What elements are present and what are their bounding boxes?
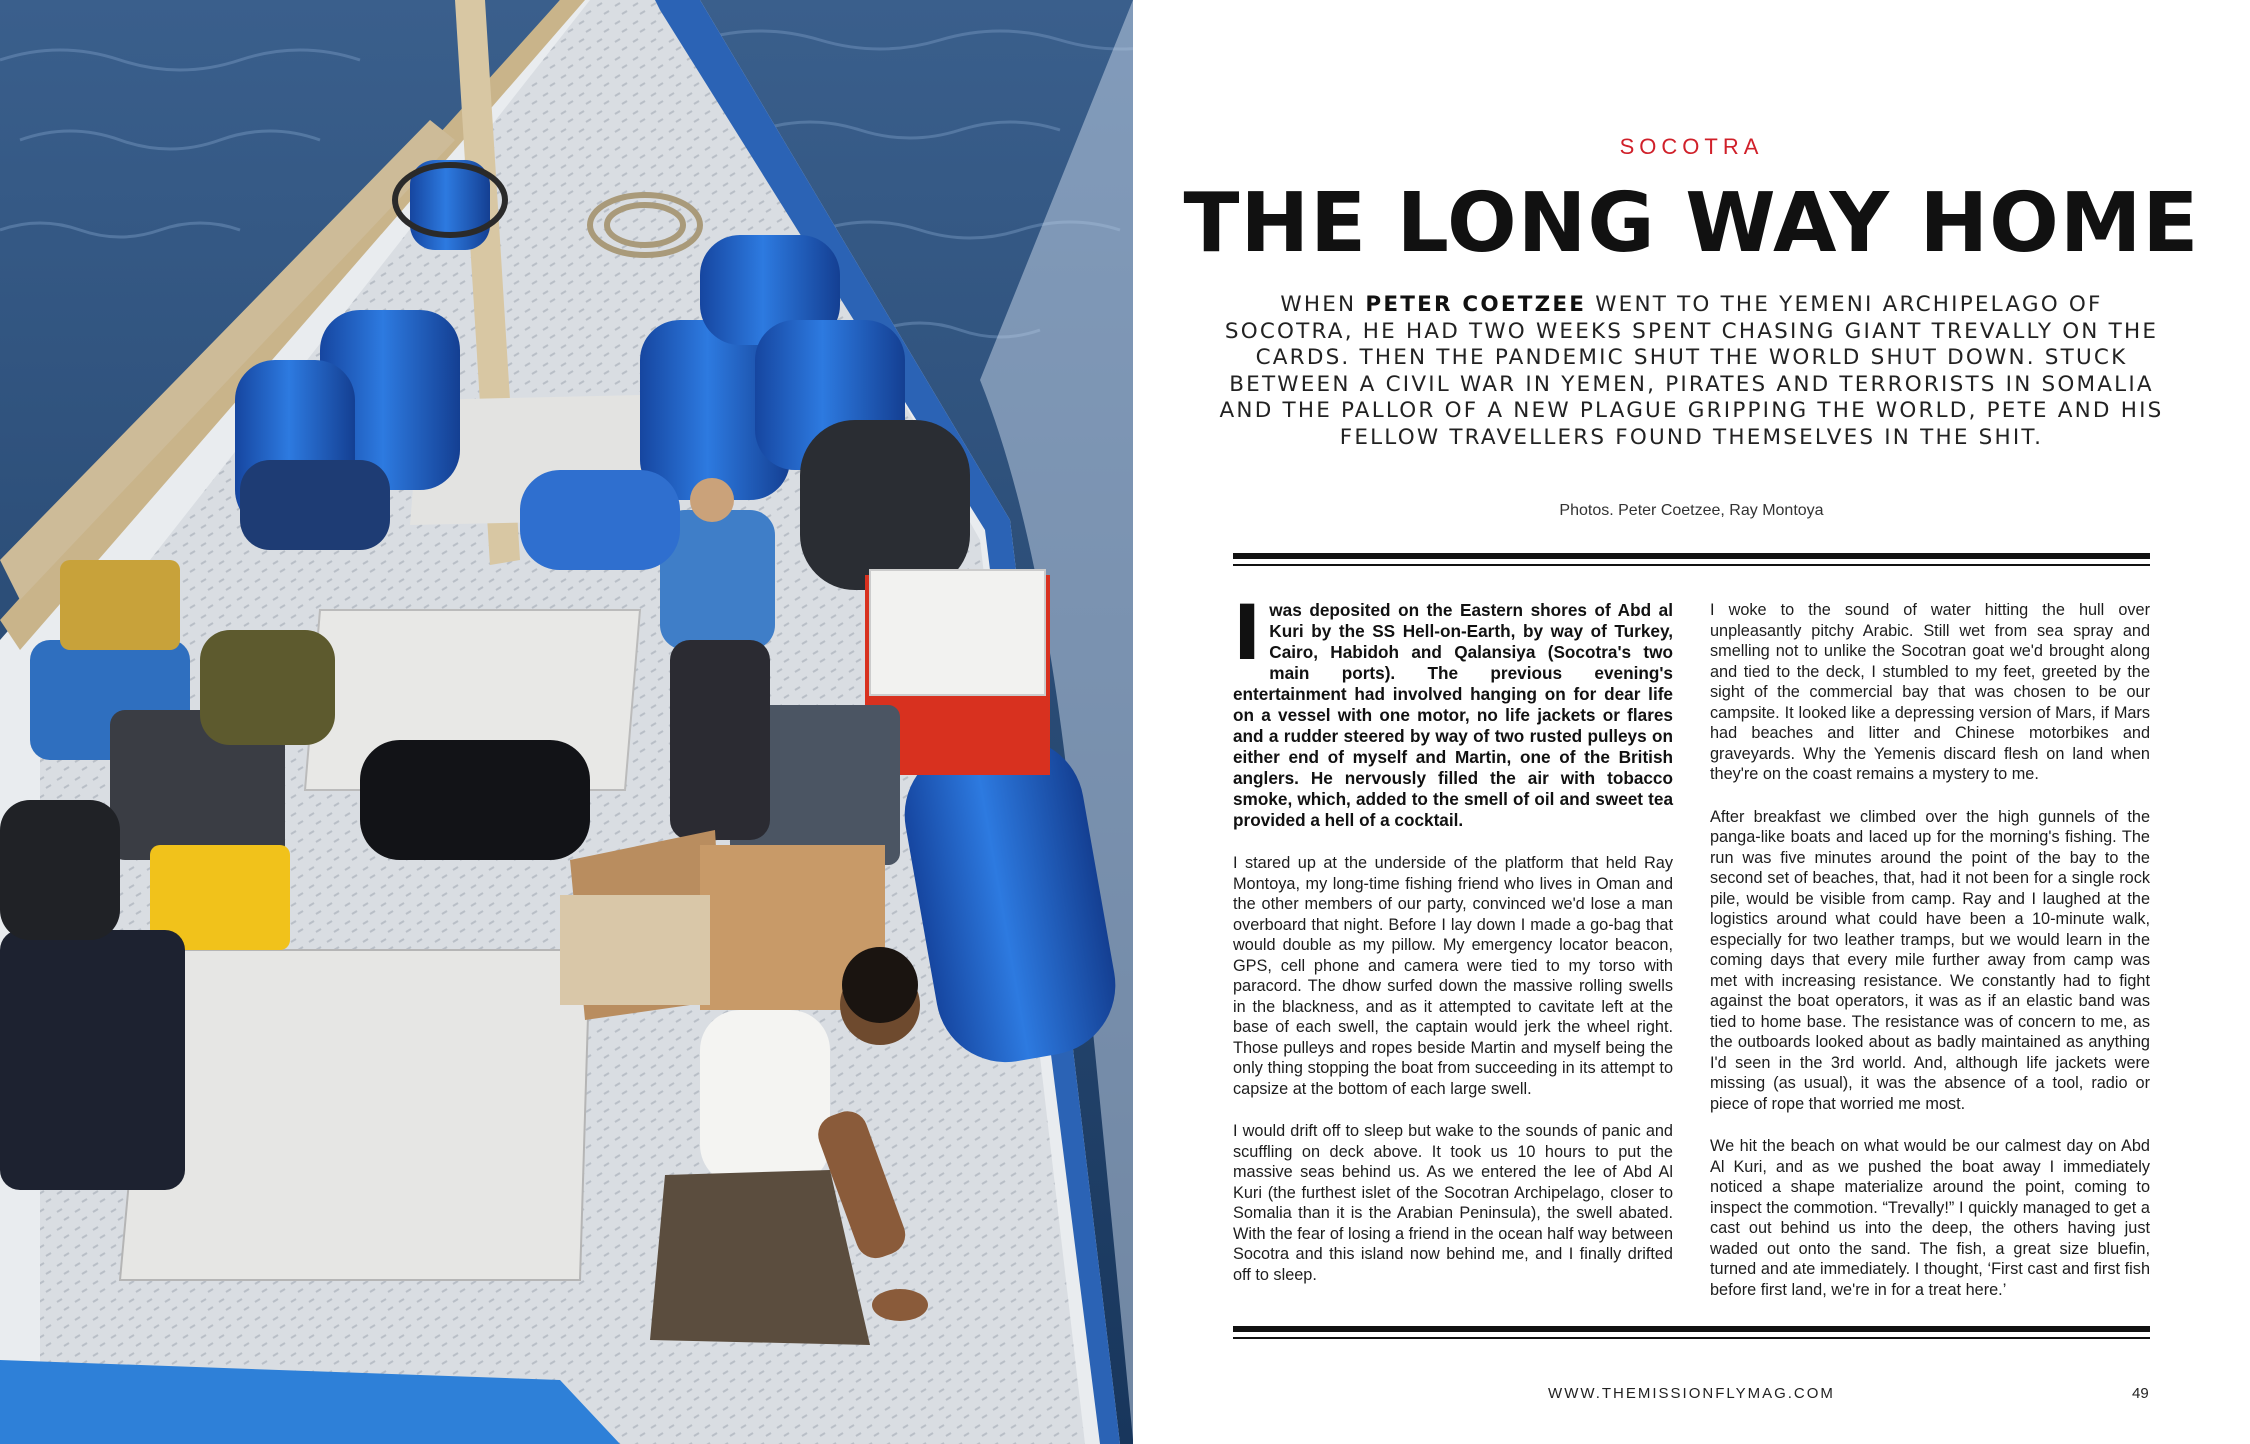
page-number: 49 (2132, 1385, 2149, 1402)
standfirst-post: WENT TO THE YEMENI ARCHIPELAGO OF SOCOTRA, HE HAD TWO WEEKS SPENT CHASING GIANT TREVALLY ON THE CARDS. THEN THE PANDEMIC SHUT THE WORLD SHUT DOWN. STUCK BETWEEN A CIVIL WAR IN YEMEN, PIRATES AND TERRORISTS IN SOMALIA AND THE PALLOR OF A NEW PLAGUE GRIPPING THE WORLD, PETE AND HIS FELLOW TRAVELLERS FOUND THEMSELVES IN THE SHIT. (1219, 292, 2164, 450)
footer-url[interactable]: WWW.THEMISSIONFLYMAG.COM (1548, 1385, 1835, 1402)
lead-text: was deposited on the Eastern shores of Abd al Kuri by the SS Hell-on-Earth, by way of Turkey, Cairo, Habidoh and Qalansiya (Socotra's two main ports). The previous evening's entertainment had involved hanging on for dear life on a vessel with one motor, no life jackets or flares and a rudder steered by way of two rusted pulleys on either end of myself and Martin, one of the British anglers. He nervously filled the air with tobacco smoke, which, added to the smell of oil and sweet tea provided a hell of a cocktail. (1233, 600, 1673, 830)
column-left (1233, 588, 1673, 1307)
bottom-rule (1233, 1326, 2150, 1339)
body-paragraph: I woke to the sound of water hitting the hull over unpleasantly pitchy Arabic. Still wet from sea spray and smelling not to unlike the Socotran goat we'd brought along and tied to the deck, I stumbled to my feet, greeted by the sight of the commercial bay that was chosen to be our campsite. It looked like a depressing version of Mars, if Mars had beaches and litter and Chinese motorbikes and graveyards. Why the Yemenis discard flesh on land when they're on the coast remains a mystery to me. (1710, 601, 2150, 783)
lead-paragraph (1233, 588, 1673, 831)
section-kicker: SOCOTRA (1619, 134, 1764, 159)
body-paragraph: We hit the beach on what would be our calmest day on Abd Al Kuri, and as we pushed the boat away I immediately noticed a shape materialize around the point, coming to inspect the commotion. “Trevally!” I quickly managed to get a cast out behind us into the deep, the others having just waded out onto the sand. The fish, a great size bluefin, turned and ate immediately. I thought, ‘First cast and first fish before first land, we're in for a treat here.’ (1710, 1137, 2150, 1299)
black-drum (800, 420, 970, 590)
article-page (1133, 0, 2250, 1444)
column-right (1710, 600, 2150, 1322)
body-paragraph: I stared up at the underside of the platform that held Ray Montoya, my long-time fishing friend who lives in Oman and the other members of our party, convinced we'd lose a man overboard that night. Before I lay down I made a go-bag that would double as my pillow. My emergency locator beacon, GPS, cell phone and camera were tied to my torso with paracord. The dhow surfed down the massive rolling swells in the blackness, and as it attempted to cavitate left at the base of each swell, the captain would jerk the wheel right. Those pulleys and ropes beside Martin and myself being the only thing stopping the boat from succeeding in its attempt to capsize at the bottom of each large swell. (1233, 854, 1673, 1098)
cardboard-boxes (560, 830, 885, 1020)
body-paragraph: After breakfast we climbed over the high gunnels of the panga-like boats and laced up for the morning's fishing. The run was five minutes around the point of the bay to the second set of beaches, that, had it not been for a single rock pile, would be visible from camp. Ray and I laughed at the logistics around what could have been a 10-minute walk, especially for two leather tramps, but we would learn in the coming days that every mile further away from camp was met with increasing resistance. We constantly had to fight against the boat operators, it was as if an elastic band was tied to home base. The resistance was of concern to me, as the outboards looked about as badly maintained as anything I'd seen in the 3rd world. And, although life jackets were missing (as usual), it was the absence of a tool, radio or piece of rope that worried me most. (1710, 807, 2150, 1113)
drop-cap: I (1233, 588, 1262, 677)
white-block-2 (120, 950, 590, 1280)
standfirst-pre: WHEN (1280, 292, 1366, 317)
top-rule (1233, 553, 2150, 566)
article-headline: THE LONG WAY HOME (1183, 176, 2200, 271)
body-paragraph: I would drift off to sleep but wake to the sounds of panic and scuffling on deck above. It took us 10 hours to put the massive seas behind us. As we entered the lee of Abd Al Kuri (the furthest islet of the Socotran Archipelago, closer to Somalia than it is the Arabian Peninsula), the swell abated. With the fear of losing a friend in the ocean half way between Socotra and this island now behind me, and I finally drifted off to sleep. (1233, 1122, 1673, 1284)
standfirst (1213, 292, 2170, 451)
photo-credit: Photos. Peter Coetzee, Ray Montoya (1559, 502, 1824, 519)
standfirst-author: PETER COETZEE (1365, 292, 1587, 317)
